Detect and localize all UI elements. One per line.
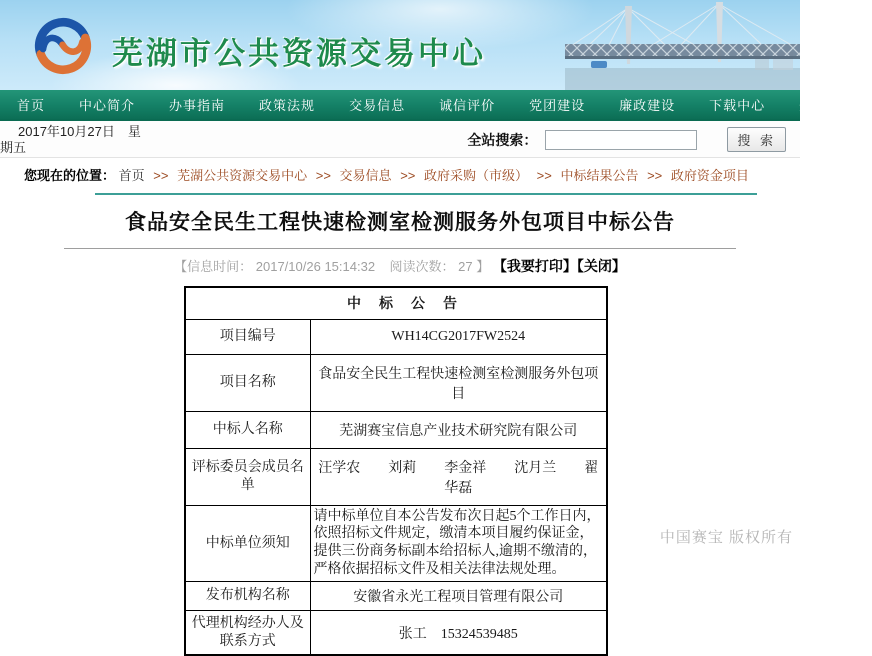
breadcrumb-center[interactable]: 芜湖公共资源交易中心 <box>177 168 308 183</box>
nav-item-download[interactable]: 下载中心 <box>709 98 766 113</box>
info-views-value: 27 <box>458 259 473 274</box>
print-button[interactable]: 【我要打印】 <box>492 258 577 274</box>
current-date: 2017年10月27日 星期五 <box>0 124 141 155</box>
info-views-label: 阅读次数： <box>389 259 455 274</box>
swirl-logo-icon <box>30 13 96 79</box>
nav-item-guide[interactable]: 办事指南 <box>169 98 226 113</box>
search-button[interactable]: 搜 索 <box>727 127 786 152</box>
winner-name-label: 中标人名称 <box>185 411 310 448</box>
project-number-value: WH14CG2017FW2524 <box>310 320 607 355</box>
table-row <box>185 411 607 448</box>
close-button[interactable]: 【关闭】 <box>576 258 626 274</box>
project-name-value: 食品安全民生工程快速检测室检测服务外包项目 <box>310 354 607 411</box>
nav-item-about[interactable]: 中心简介 <box>79 98 136 113</box>
article-info-bar <box>0 256 800 276</box>
site-logo[interactable] <box>30 13 96 84</box>
info-time-label: 【信息时间： <box>174 259 253 274</box>
main-nav <box>0 90 856 121</box>
page-title: 食品安全民生工程快速检测室检测服务外包项目中标公告 <box>125 211 675 234</box>
nav-item-credit[interactable]: 诚信评价 <box>439 98 496 113</box>
award-notice-table <box>184 286 608 656</box>
agency-contact-label: 代理机构经办人及联系方式 <box>185 611 310 656</box>
site-title: 芜湖市公共资源交易中心 <box>112 36 486 71</box>
winner-notes-value: 请中标单位自本公告发布次日起5个工作日内，依照招标文件规定，缴清本项目履约保证金，提供三份商务标副本给招标人,逾期不缴清的，严格依据招标文件及相关法律法规处理。 <box>310 505 607 582</box>
agency-contact-value: 张工 15324539485 <box>310 611 607 656</box>
breadcrumb-trade-info[interactable]: 交易信息 <box>339 168 392 183</box>
site-header <box>0 0 800 90</box>
winner-notes-label: 中标单位须知 <box>185 505 310 582</box>
breadcrumb-separator: >> <box>315 168 331 183</box>
committee-label: 评标委员会成员名单 <box>185 448 310 505</box>
bridge-photo <box>565 0 800 90</box>
nav-item-policy[interactable]: 政策法规 <box>259 98 316 113</box>
nav-item-enterprise[interactable]: 企业信息 <box>799 98 856 113</box>
search-label: 全站搜索： <box>467 131 538 148</box>
toolbar <box>0 121 800 158</box>
breadcrumb-label: 您现在的位置： <box>24 168 116 183</box>
project-number-label: 项目编号 <box>185 320 310 355</box>
table-row <box>185 320 607 355</box>
table-row <box>185 354 607 411</box>
breadcrumb-separator: >> <box>400 168 416 183</box>
breadcrumb-procurement[interactable]: 政府采购（市级） <box>424 168 529 183</box>
project-name-label: 项目名称 <box>185 354 310 411</box>
nav-item-party[interactable]: 党团建设 <box>529 98 586 113</box>
breadcrumb-gov-fund[interactable]: 政府资金项目 <box>670 168 749 183</box>
breadcrumb-separator: >> <box>153 168 169 183</box>
breadcrumb-separator: >> <box>536 168 552 183</box>
breadcrumb-separator: >> <box>647 168 663 183</box>
search-input[interactable] <box>545 130 697 150</box>
table-row <box>185 287 607 320</box>
publisher-value: 安徽省永光工程项目管理有限公司 <box>310 582 607 611</box>
table-row <box>185 448 607 505</box>
nav-item-home[interactable]: 首页 <box>17 98 46 113</box>
table-row <box>185 582 607 611</box>
breadcrumb-result-notice[interactable]: 中标结果公告 <box>560 168 639 183</box>
gray-divider <box>64 248 736 249</box>
table-title: 中 标 公 告 <box>185 287 607 320</box>
info-bracket: 】 <box>476 259 490 274</box>
table-row <box>185 505 607 582</box>
nav-item-integrity[interactable]: 廉政建设 <box>619 98 676 113</box>
site-search <box>467 127 786 152</box>
copyright-watermark: 中国赛宝 版权所有 <box>659 529 793 546</box>
table-row <box>185 611 607 656</box>
breadcrumb <box>0 158 800 184</box>
info-time-value: 2017/10/26 15:14:32 <box>255 259 376 274</box>
teal-divider <box>95 193 757 195</box>
nav-item-trade-info[interactable]: 交易信息 <box>349 98 406 113</box>
publisher-label: 发布机构名称 <box>185 582 310 611</box>
committee-value: 汪学农 刘莉 李金祥 沈月兰 翟华磊 <box>310 448 607 505</box>
winner-name-value: 芜湖赛宝信息产业技术研究院有限公司 <box>310 411 607 448</box>
breadcrumb-home[interactable]: 首页 <box>118 168 145 183</box>
